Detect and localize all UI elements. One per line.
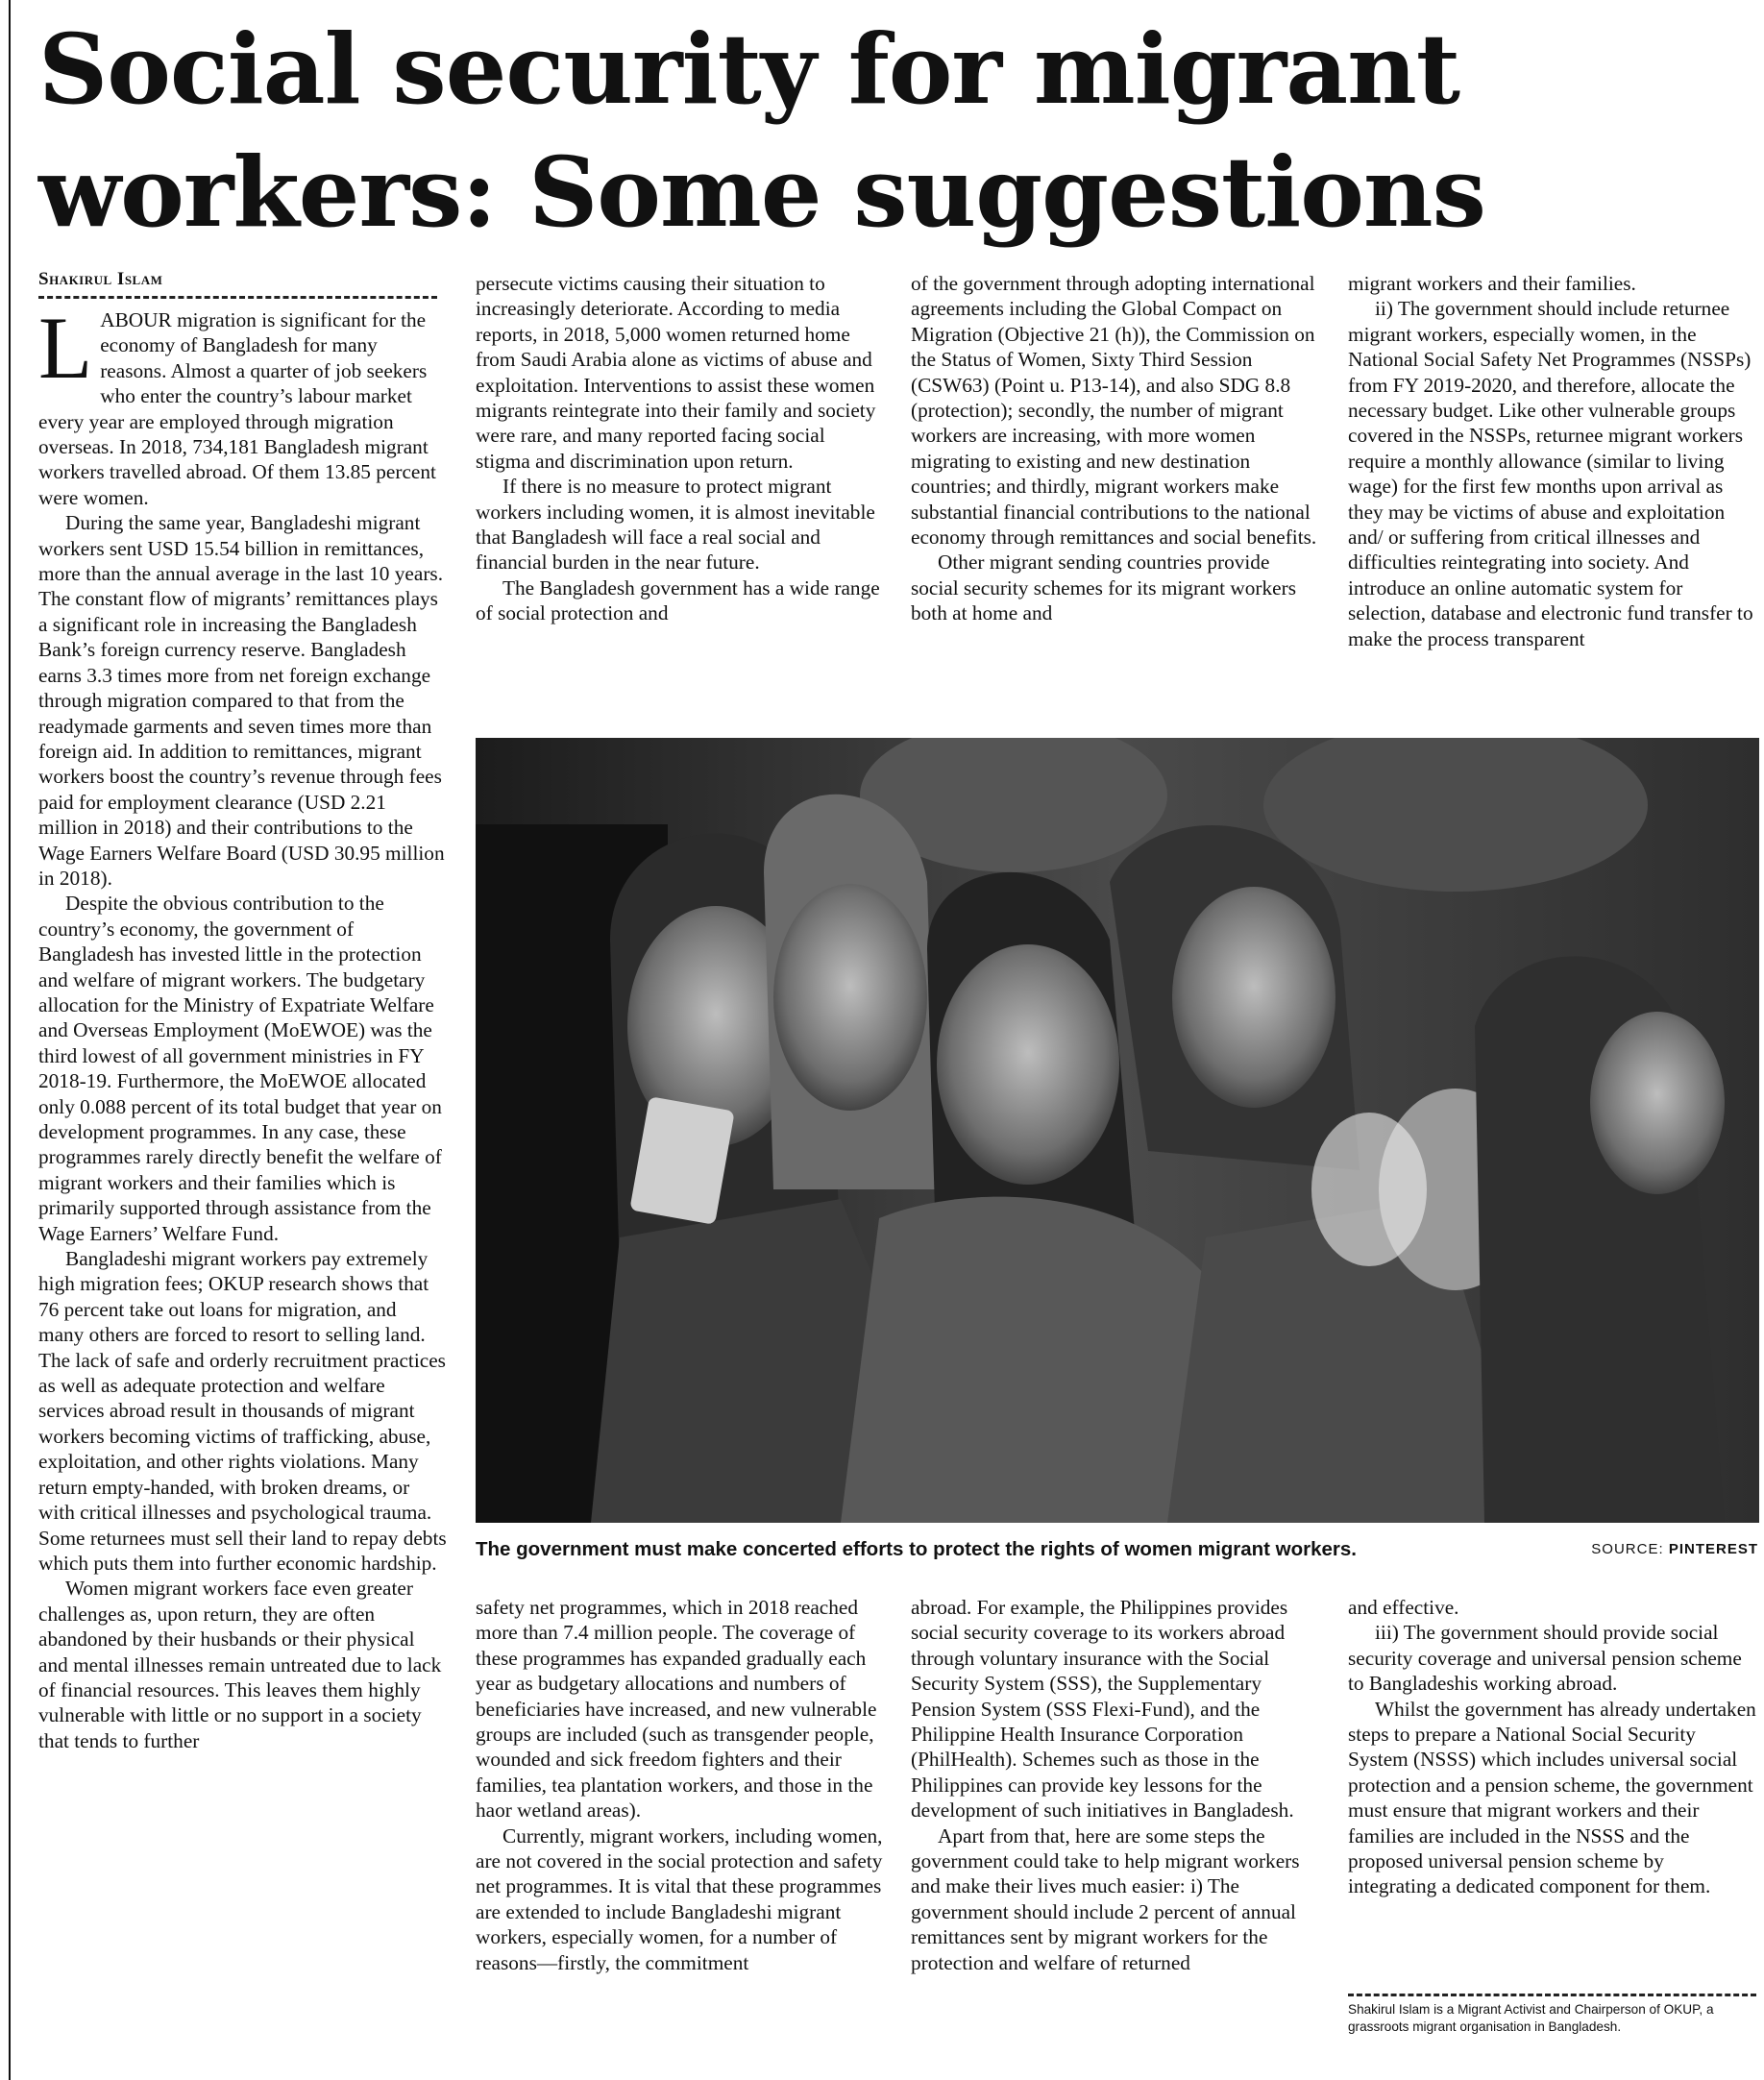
drop-cap: L: [38, 307, 93, 397]
paragraph-text: ABOUR migration is significant for the economy of Bangladesh for many reasons. Almost a quarter of job seekers who enter the country’s labour market every year are employed through migration overseas. In 2018, 734,181 Bangladesh migrant workers travelled abroad. Of them 13.85 percent were women.: [38, 308, 436, 509]
paragraph: and effective.: [1348, 1596, 1459, 1619]
column-3-bottom: [911, 1595, 1319, 2075]
paragraph: Other migrant sending countries provide social security schemes for its migrant workers both at home and: [911, 551, 1296, 625]
paragraph: of the government through adopting international agreements including the Global Compact on Migration (Objective 21 (h)), the Commission on the Status of Women, Sixty Third Session (CSW63) (Point u. P13-14), and also SDG 8.8 (protection); secondly, the number of migrant workers are increasing, with more women migrating to existing and new destination countries; and thirdly, migrant workers make substantial financial contributions to the national economy through remittances and social benefits.: [911, 272, 1317, 550]
photo-caption: The government must make concerted efforts to protect the rights of women migrant workers.: [476, 1538, 1357, 1560]
bio-divider: [1348, 1994, 1756, 1996]
paragraph: Currently, migrant workers, including women, are not covered in the social protection and safety net programmes. It is vital that these programmes are extended to include Bangladeshi migrant workers, especially women, for a number of reasons—firstly, the commitment: [476, 1823, 883, 1974]
column-2-top: [476, 271, 884, 703]
paragraph: abroad. For example, the Philippines provides social security coverage to its workers abroad through voluntary insurance with the Social Security System (SSS), the Supplementary Pension System (SSS Flexi-Fund), and the Philippine Health Insurance Corporation (PhilHealth). Schemes such as those in the Philippines can provide key lessons for the development of such initiatives in Bangladesh.: [911, 1596, 1294, 1823]
paragraph-2: During the same year, Bangladeshi migrant workers sent USD 15.54 billion in remittances, more than the annual average in the last 10 years. The constant flow of migrants’ remittances plays a significant role in increasing the Bangladesh Bank’s foreign currency reserve. Bangladesh earns 3.3 times more from net foreign exchange through migration compared to that from the readymade garments and seven times more than foreign aid. In addition to remittances, migrant workers boost the country’s revenue through fees paid for employment clearance (USD 2.21 million in 2018) and their contributions to the Wage Earners Welfare Board (USD 30.95 million in 2018).: [38, 511, 445, 890]
byline: Shakirul Islam: [38, 269, 163, 289]
paragraph: The Bangladesh government has a wide range of social protection and: [476, 575, 880, 625]
photo-women-migrant-workers: [476, 738, 1759, 1523]
photo-source: [1566, 1540, 1758, 1559]
headline: Social security for migrant workers: Some suggestions: [38, 12, 1485, 249]
left-border-rule: [9, 0, 11, 2080]
source-label: SOURCE:: [1591, 1541, 1664, 1557]
paragraph: iii) The government should provide social security coverage and universal pension scheme to Bangladeshis working abroad.: [1348, 1621, 1742, 1696]
paragraph-4: Bangladeshi migrant workers pay extremely high migration fees; OKUP research shows that 76 percent take out loans for migration, and many others are forced to resort to selling land. The lack of safe and orderly recruitment practices as well as adequate protection and welfare services abroad result in thousands of migrant workers becoming victims of trafficking, abuse, exploitation, and other rights violations. Many return empty-handed, with broken dreams, or with critical illnesses and psychological trauma. Some returnees must sell their land to repay debts which puts them into further economic hardship.: [38, 1247, 447, 1575]
column-1: [38, 307, 447, 2073]
author-bio: Shakirul Islam is a Migrant Activist and Chairperson of OKUP, a grassroots migrant organisation in Bangladesh.: [1348, 2002, 1714, 2034]
column-4-bottom: [1348, 1595, 1756, 1979]
paragraph: ii) The government should include returnee migrant workers, especially women, in the National Social Safety Net Programmes (NSSPs) from FY 2019-2020, and therefore, allocate the necessary budget. Like other vulnerable groups covered in the NSSPs, returnee migrant workers require a monthly allowance (similar to living wage) for the first few months upon arrival as they may be victims of abuse and exploitation and/ or suffering from critical illnesses and difficulties reintegrating into society. And introduce an online automatic system for selection, database and electronic fund transfer to make the process transparent: [1348, 297, 1753, 650]
paragraph: persecute victims causing their situation to increasingly deteriorate. According to media reports, in 2018, 5,000 women returned home from Saudi Arabia alone as victims of abuse and exploitation. Interventions to assist these women migrants reintegrate into their family and society were rare, and many reported facing social stigma and discrimination upon return.: [476, 272, 876, 473]
paragraph: safety net programmes, which in 2018 reached more than 7.4 million people. The coverage of these programmes has expanded gradually each year as budgetary allocations and numbers of beneficiaries have increased, and new vulnerable groups are included (such as transgender people, wounded and sick freedom fighters and their families, tea plantation workers, and those in the haor wetland areas).: [476, 1596, 877, 1823]
column-4-top: [1348, 271, 1756, 703]
news-photo: [476, 738, 1759, 1523]
paragraph: Whilst the government has already undertaken steps to prepare a National Social Security System (NSSS) which includes universal social protection and a pension scheme, the government must ensure that migrant workers and their families are included in the NSSS and the proposed universal pension scheme by integrating a dedicated component for them.: [1348, 1697, 1756, 1898]
paragraph-3: Despite the obvious contribution to the country’s economy, the government of Bangladesh has invested little in the protection and welfare of migrant workers. The budgetary allocation for the Ministry of Expatriate Welfare and Overseas Employment (MoEWOE) was the third lowest of all government ministries in FY 2018-19. Furthermore, the MoEWOE allocated only 0.088 percent of its total budget that year on development programmes. In any case, these programmes rarely directly benefit the welfare of migrant workers and their families which is primarily supported through assistance from the Wage Earners’ Welfare Fund.: [38, 892, 442, 1245]
source-name: PINTEREST: [1668, 1541, 1758, 1557]
paragraph-1: [38, 307, 447, 510]
byline-divider: [38, 296, 437, 299]
paragraph: Apart from that, here are some steps the government could take to help migrant workers and make their lives much easier: i) The government should include 2 percent of annual remittances sent by migrant workers for the protection and welfare of returned: [911, 1823, 1300, 1974]
paragraph: If there is no measure to protect migrant workers including women, it is almost inevitable that Bangladesh will face a real social and financial burden in the near future.: [476, 475, 875, 575]
column-2-bottom: [476, 1595, 884, 2075]
paragraph-5: Women migrant workers face even greater challenges as, upon return, they are often abandoned by their husbands or their physical and mental illnesses remain untreated due to lack of financial resources. This leaves them highly vulnerable with little or no support in a society that tends to further: [38, 1577, 442, 1752]
paragraph: migrant workers and their families.: [1348, 272, 1636, 295]
column-3-top: [911, 271, 1319, 703]
